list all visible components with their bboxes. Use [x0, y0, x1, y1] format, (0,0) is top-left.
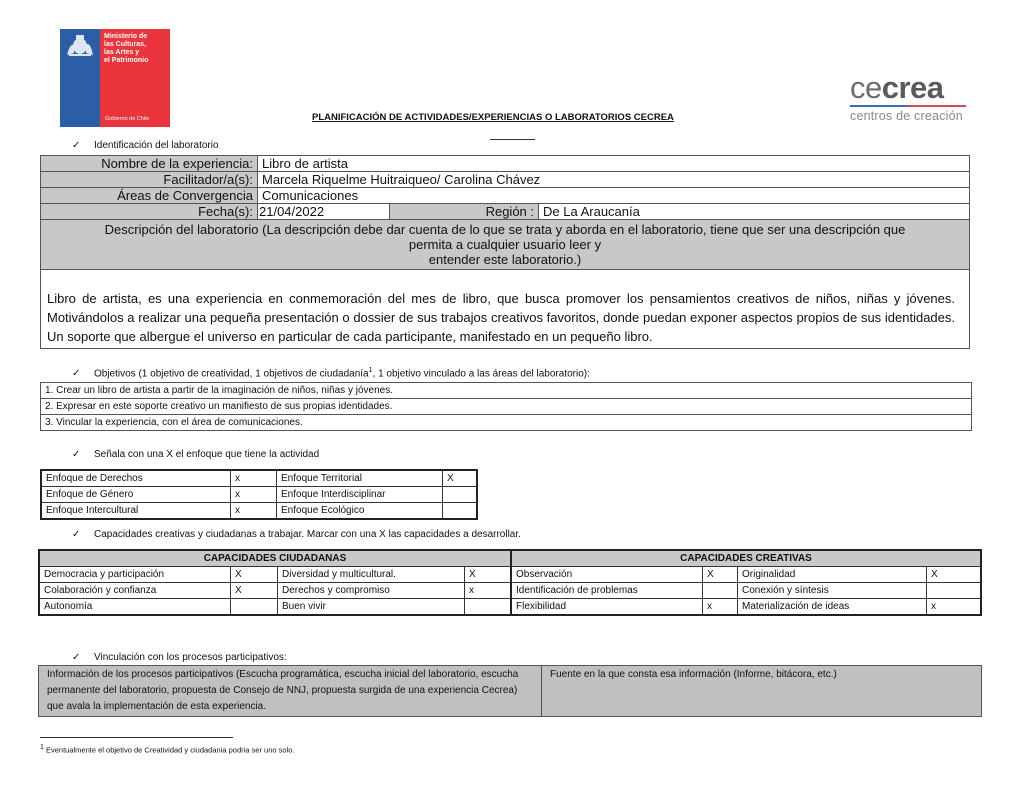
- table-row: [39, 599, 981, 616]
- descripcion-header-line: Descripción del laboratorio (La descripción debe dar cuenta de lo que se trata y aborda en el laboratorio, tiene que ser una descripción que: [104, 222, 906, 237]
- table-row: [41, 503, 477, 520]
- capacidad-label: Diversidad y multicultural.: [278, 567, 465, 583]
- table-row: [41, 399, 972, 415]
- descripcion-body: Libro de artista, es una experiencia en conmemoración del mes de libro, que busca promover los pensamientos creativos de niños, niñas y jóvenes. Motivándolos a realizar una pequeña presentación o dossier de sus trabajos creativos favoritos, donde puedan exponer aspectos propios de sus identidades. Un soporte que albergue el universo en particular de cada participante, manifestado en un pequeño libro.: [41, 270, 970, 349]
- identification-table: [40, 155, 970, 349]
- table-row: [41, 156, 970, 172]
- table-row: [41, 204, 970, 220]
- areas-label: Áreas de Convergencia: [41, 188, 258, 204]
- cecrea-logo: [850, 72, 970, 128]
- table-row: [41, 188, 970, 204]
- enfoque-label: Enfoque de Derechos: [41, 470, 231, 487]
- section-label: Identificación del laboratorio: [94, 140, 219, 151]
- descripcion-header-line: permita a cualquier usuario leer y: [408, 237, 602, 252]
- areas-value: Comunicaciones: [258, 188, 970, 204]
- title-divider: [490, 139, 535, 140]
- table-row: [39, 567, 981, 583]
- objetivo-item: 1. Crear un libro de artista a partir de la imaginación de niños, niñas y jóvenes.: [41, 383, 972, 399]
- table-row: [39, 666, 982, 717]
- table-row: [39, 583, 981, 599]
- checkmark-icon: ✓: [72, 529, 81, 540]
- ministry-logo: [60, 29, 170, 127]
- capacidad-label: Democracia y participación: [39, 567, 231, 583]
- cecrea-word-light: ce: [850, 70, 882, 105]
- capacidad-mark[interactable]: X: [465, 567, 512, 583]
- enfoque-mark[interactable]: X: [443, 470, 478, 487]
- checkmark-icon: ✓: [72, 140, 81, 151]
- section-identificacion: [72, 140, 219, 151]
- checkmark-icon: ✓: [72, 652, 81, 663]
- enfoque-label: Enfoque Intercultural: [41, 503, 231, 520]
- capacidad-mark[interactable]: X: [231, 567, 278, 583]
- capacidad-mark[interactable]: x: [927, 599, 982, 616]
- cecrea-word-bold: crea: [881, 70, 944, 105]
- enfoque-label: Enfoque Ecológico: [277, 503, 443, 520]
- nombre-label: Nombre de la experiencia:: [41, 156, 258, 172]
- section-label: Capacidades creativas y ciudadanas a trabajar. Marcar con una X las capacidades a desarrollar.: [94, 529, 521, 540]
- checkmark-icon: ✓: [72, 449, 81, 460]
- nombre-value: Libro de artista: [258, 156, 970, 172]
- creativas-header: CAPACIDADES CREATIVAS: [511, 550, 981, 567]
- capacidad-mark[interactable]: X: [927, 567, 982, 583]
- objetivos-label-end: , 1 objetivo vinculado a las áreas del laboratorio):: [372, 368, 590, 380]
- cecrea-wordmark: [850, 72, 970, 104]
- capacidad-label: Observación: [511, 567, 703, 583]
- region-value: De La Araucanía: [539, 204, 970, 220]
- cecrea-color-bar: [850, 105, 966, 107]
- table-row: [41, 415, 972, 431]
- capacidades-table: [38, 549, 982, 616]
- enfoque-mark[interactable]: x: [231, 470, 277, 487]
- checkmark-icon: ✓: [72, 367, 81, 379]
- capacidad-label: Autonomía: [39, 599, 231, 616]
- fecha-label: Fecha(s):: [41, 204, 258, 220]
- capacidad-label: Conexión y síntesis: [738, 583, 927, 599]
- table-row: [41, 172, 970, 188]
- fuente-info-cell: Fuente en la que consta esa información (Informe, bitácora, etc.): [542, 666, 982, 717]
- gobierno-label: Gobierno de Chile: [105, 116, 150, 122]
- footnote-divider: [40, 737, 233, 738]
- enfoque-label: Enfoque de Género: [41, 487, 231, 503]
- ministry-line: las Artes y: [104, 49, 140, 56]
- section-objetivos: [72, 367, 590, 379]
- enfoque-mark[interactable]: x: [231, 503, 277, 520]
- footnote-text: Eventualmente el objetivo de Creatividad y ciudadania podria ser uno solo.: [46, 745, 295, 755]
- capacidad-label: Materialización de ideas: [738, 599, 927, 616]
- table-row: [41, 383, 972, 399]
- capacidad-mark[interactable]: [465, 599, 512, 616]
- fecha-value: 21/04/2022: [258, 204, 390, 220]
- footnote: [40, 744, 295, 755]
- capacidad-mark[interactable]: X: [231, 583, 278, 599]
- ciudadanas-header: CAPACIDADES CIUDADANAS: [39, 550, 511, 567]
- table-header-row: [39, 550, 981, 567]
- ministry-line: el Patrimonio: [104, 57, 149, 64]
- capacidad-label: Colaboración y confianza: [39, 583, 231, 599]
- objetivo-item: 3. Vincular la experiencia, con el área de comunicaciones.: [41, 415, 972, 431]
- objetivos-table: [40, 382, 972, 431]
- ministry-logo-red-panel: [100, 29, 170, 127]
- facilitador-value: Marcela Riquelme Huitraiqueo/ Carolina Chávez: [258, 172, 970, 188]
- capacidad-label: Originalidad: [738, 567, 927, 583]
- enfoque-label: Enfoque Interdisciplinar: [277, 487, 443, 503]
- descripcion-header-line: entender este laboratorio.): [428, 252, 582, 267]
- procesos-info-cell: Información de los procesos participativos (Escucha programática, escucha inicial del laboratorio, escucha permanente del laboratorio, propuesta de Consejo de NNJ, propuesta surgida de una experiencia Cecrea) que avala la implementación de esta experiencia.: [39, 666, 542, 717]
- section-label: [94, 367, 590, 379]
- section-vinculacion: [72, 652, 287, 663]
- descripcion-header: [41, 220, 970, 270]
- table-row: [41, 220, 970, 270]
- region-label: Región :: [390, 204, 539, 220]
- table-row: [41, 470, 477, 487]
- enfoque-mark[interactable]: x: [231, 487, 277, 503]
- capacidad-mark[interactable]: [927, 583, 982, 599]
- section-enfoque: [72, 449, 319, 460]
- ministry-name: [104, 33, 148, 65]
- table-row: [41, 487, 477, 503]
- enfoque-mark[interactable]: [443, 503, 478, 520]
- capacidad-label: Identificación de problemas: [511, 583, 703, 599]
- capacidad-mark[interactable]: [703, 583, 738, 599]
- coat-of-arms-icon: [64, 33, 96, 57]
- objetivo-item: 2. Expresar en este soporte creativo un manifiesto de sus propias identidades.: [41, 399, 972, 415]
- section-capacidades: [72, 529, 521, 540]
- table-row: [41, 270, 970, 349]
- section-label: Vinculación con los procesos participativos:: [94, 652, 287, 663]
- enfoque-table: [40, 469, 478, 520]
- footnote-ref: 1: [368, 367, 373, 374]
- capacidad-label: Derechos y compromiso: [278, 583, 465, 599]
- enfoque-label: Enfoque Territorial: [277, 470, 443, 487]
- vinculacion-table: [38, 665, 982, 717]
- capacidad-label: Flexibilidad: [511, 599, 703, 616]
- capacidad-mark[interactable]: X: [703, 567, 738, 583]
- ministry-line: Ministerio de: [104, 33, 148, 40]
- objetivos-label: Objetivos (1 objetivo de creatividad, 1 objetivos de ciudadanía: [94, 368, 369, 380]
- facilitador-label: Facilitador/a(s):: [41, 172, 258, 188]
- ministry-line: las Culturas,: [104, 41, 147, 48]
- enfoque-mark[interactable]: [443, 487, 478, 503]
- cecrea-subtitle: centros de creación: [850, 109, 963, 123]
- capacidad-mark[interactable]: x: [465, 583, 512, 599]
- ministry-logo-blue-panel: [60, 29, 100, 127]
- section-label: Señala con una X el enfoque que tiene la actividad: [94, 449, 320, 460]
- footnote-number: 1: [40, 744, 44, 751]
- capacidad-mark[interactable]: x: [703, 599, 738, 616]
- document-title: PLANIFICACIÓN DE ACTIVIDADES/EXPERIENCIAS O LABORATORIOS CECREA: [312, 112, 674, 123]
- capacidad-label: Buen vivir: [278, 599, 465, 616]
- capacidad-mark[interactable]: [231, 599, 278, 616]
